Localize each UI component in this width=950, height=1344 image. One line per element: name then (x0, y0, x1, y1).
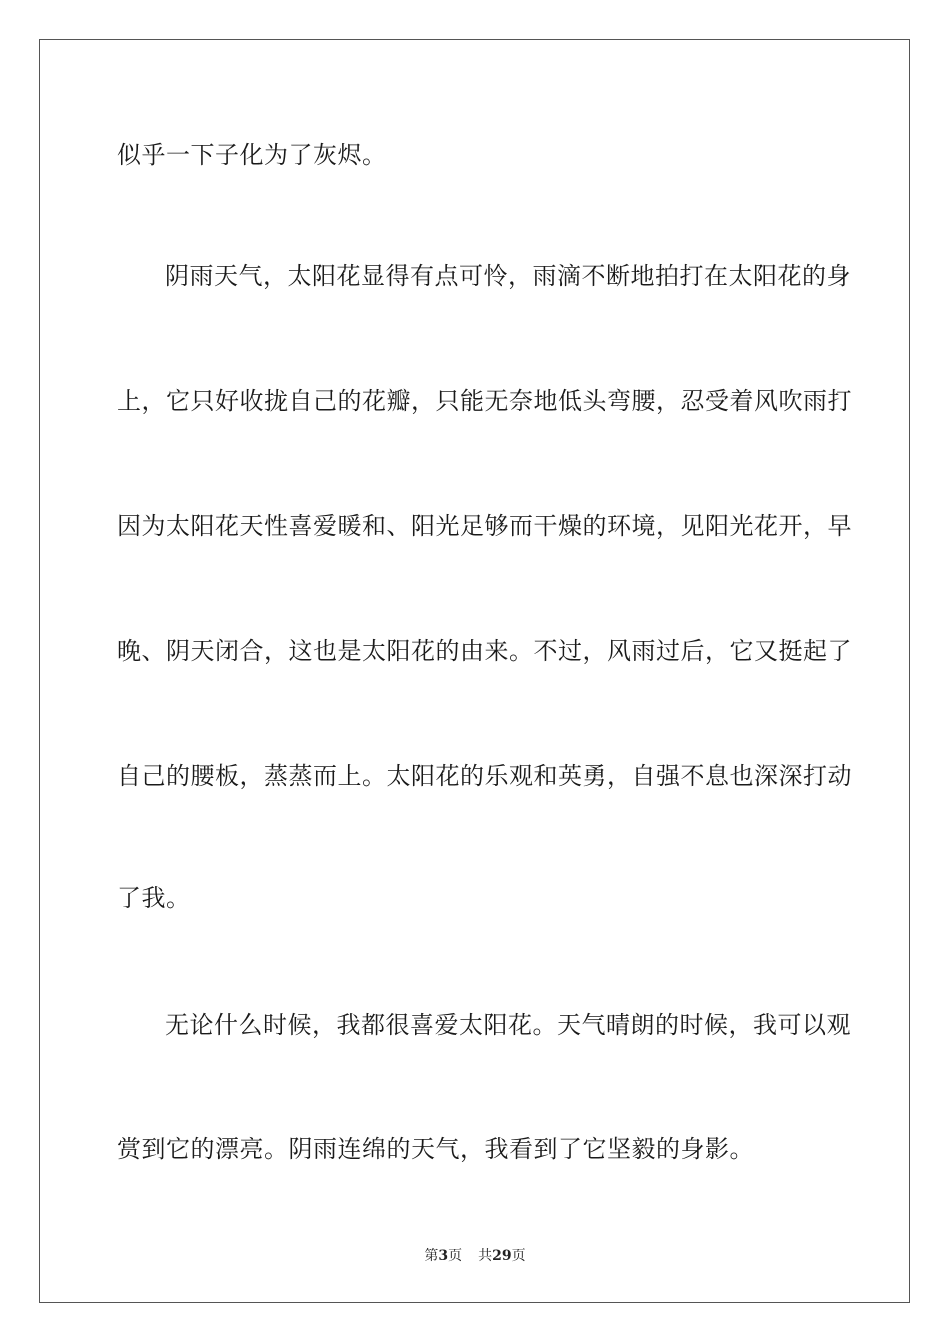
total-prefix: 共 (478, 1248, 493, 1264)
page-footer (0, 1247, 950, 1265)
text-line-8-paragraph-start: 无论什么时候，我都很喜爱太阳花。天气晴朗的时候，我可以观 (165, 1011, 851, 1039)
text-line-2-paragraph-start: 阴雨天气，太阳花显得有点可怜，雨滴不断地拍打在太阳花的身 (165, 262, 851, 290)
page-prefix: 第 (424, 1248, 439, 1264)
text-line-9: 赏到它的漂亮。阴雨连绵的天气，我看到了它坚毅的身影。 (117, 1135, 754, 1163)
page-border (39, 39, 910, 1303)
text-line-6: 自己的腰板，蒸蒸而上。太阳花的乐观和英勇，自强不息也深深打动 (117, 762, 852, 790)
total-suffix: 页 (511, 1248, 526, 1264)
text-line-7: 了我。 (117, 884, 191, 912)
page-number: 3 (438, 1248, 449, 1264)
text-line-3: 上，它只好收拢自己的花瓣，只能无奈地低头弯腰，忍受着风吹雨打 (117, 387, 852, 415)
page-suffix: 页 (448, 1248, 463, 1264)
text-line-4: 因为太阳花天性喜爱暖和、阳光足够而干燥的环境，见阳光花开，早 (117, 512, 852, 540)
total-pages: 29 (492, 1248, 512, 1264)
text-line-5: 晚、阴天闭合，这也是太阳花的由来。不过，风雨过后，它又挺起了 (117, 637, 852, 665)
text-line-1: 似乎一下子化为了灰烬。 (117, 141, 387, 169)
